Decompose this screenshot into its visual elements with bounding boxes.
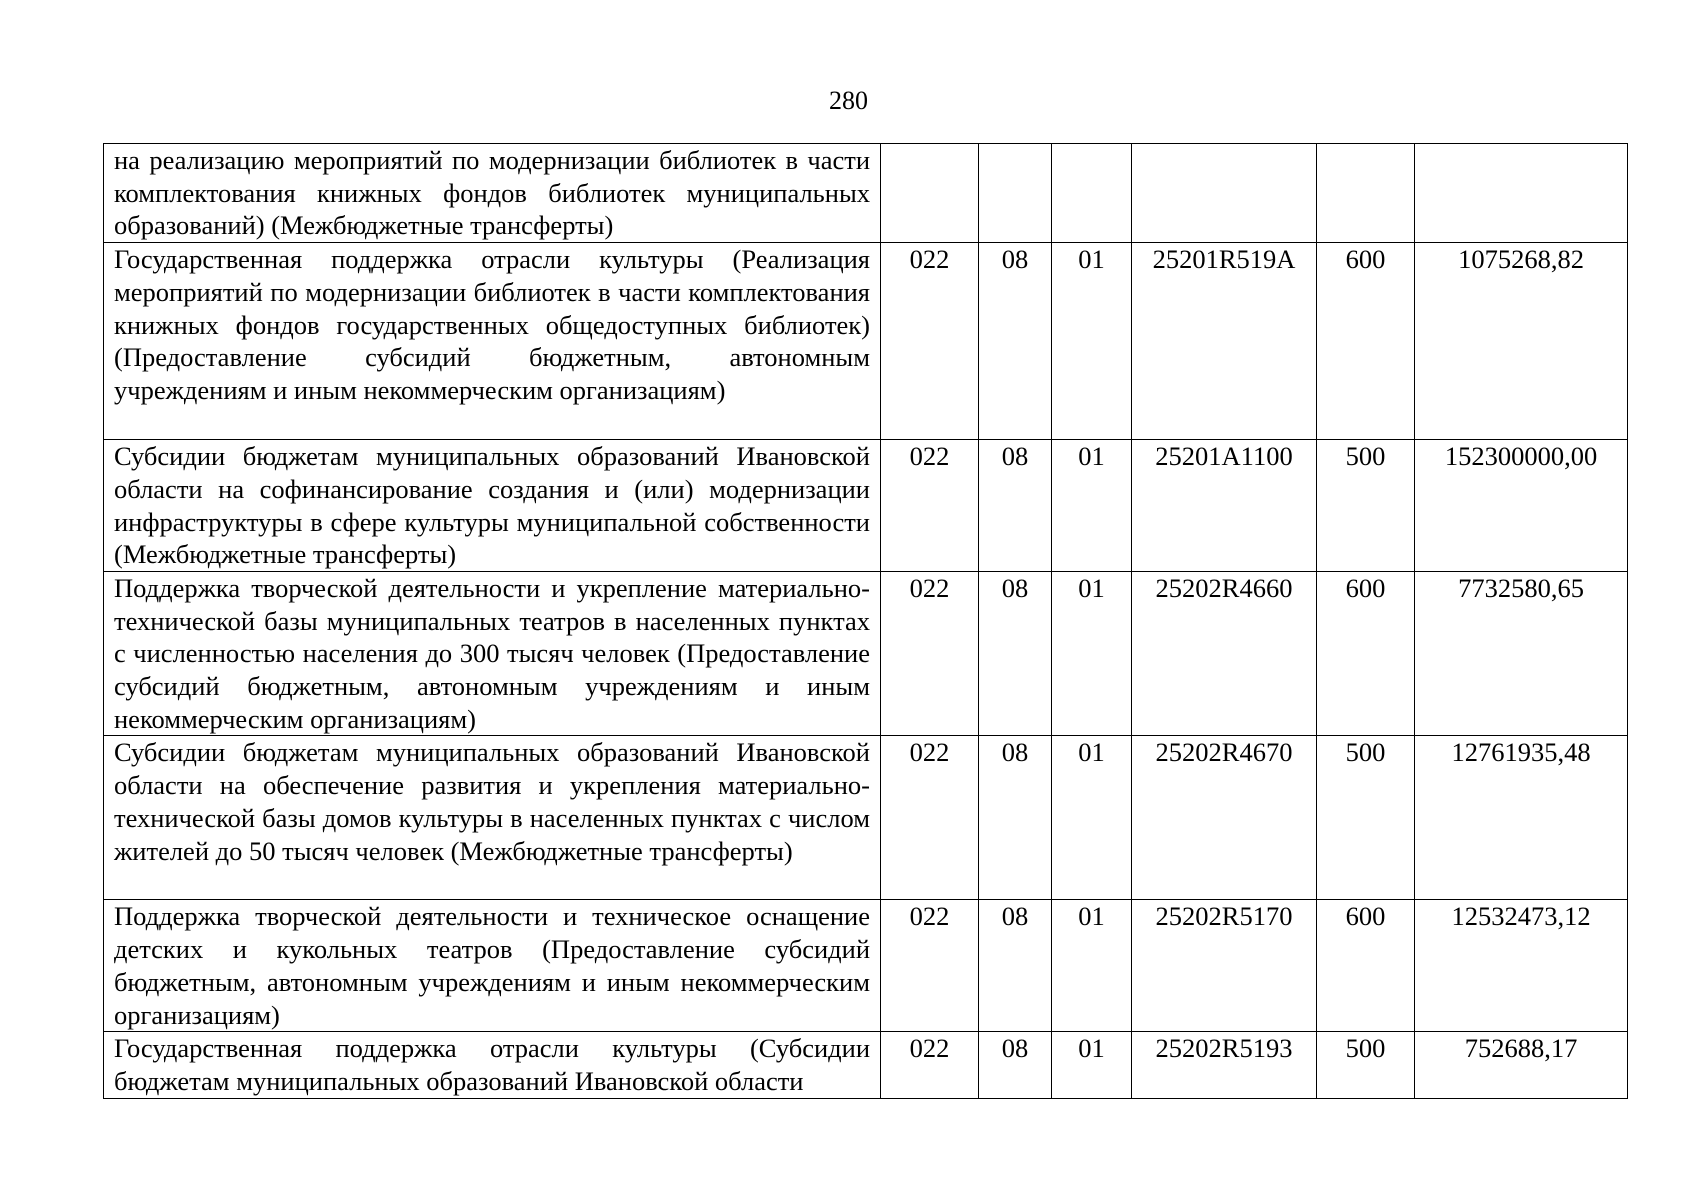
table-row [104,1032,1628,1098]
row-description: Субсидии бюджетам муниципальных образований Ивановской области на софинансирование создания и (или) модернизации инфраструктуры в сфере культуры муниципальной собственности (Межбюджетные трансферты) [104,440,881,572]
table-row [104,736,1628,900]
table-row [104,900,1628,1032]
section-code [979,144,1052,243]
ministry-code: 022 [881,1032,979,1098]
section-code: 08 [979,571,1052,736]
section-code: 08 [979,243,1052,440]
row-description: Государственная поддержка отрасли культуры (Реализация мероприятий по модернизации библиотек в части комплектования книжных фондов государственных общедоступных библиотек) (Предоставление субсидий бюджетным, автономным учреждениям и иным некоммерческим организациям) [104,243,881,440]
amount: 1075268,82 [1415,243,1628,440]
budget-table [103,143,1628,1099]
section-code: 08 [979,736,1052,900]
ministry-code: 022 [881,440,979,572]
amount: 7732580,65 [1415,571,1628,736]
expense-type-code: 500 [1317,440,1415,572]
target-article-code [1132,144,1317,243]
amount: 752688,17 [1415,1032,1628,1098]
subsection-code: 01 [1052,736,1132,900]
expense-type-code: 600 [1317,571,1415,736]
amount: 12761935,48 [1415,736,1628,900]
amount: 152300000,00 [1415,440,1628,572]
section-code: 08 [979,440,1052,572]
amount: 12532473,12 [1415,900,1628,1032]
table-row [104,243,1628,440]
target-article-code: 25202R5170 [1132,900,1317,1032]
target-article-code: 25202R4670 [1132,736,1317,900]
row-description: Поддержка творческой деятельности и техническое оснащение детских и кукольных театров (Предоставление субсидий бюджетным, автономным учреждениям и иным некоммерческим организациям) [104,900,881,1032]
section-code: 08 [979,900,1052,1032]
table-row [104,440,1628,572]
target-article-code: 25202R5193 [1132,1032,1317,1098]
section-code: 08 [979,1032,1052,1098]
row-description: Поддержка творческой деятельности и укрепление материально-технической базы муниципальных театров в населенных пунктах с численностью населения до 300 тысяч человек (Предоставление субсидий бюджетным, автономным учреждениям и иным некоммерческим организациям) [104,571,881,736]
subsection-code: 01 [1052,571,1132,736]
target-article-code: 25202R4660 [1132,571,1317,736]
table-row [104,571,1628,736]
subsection-code: 01 [1052,900,1132,1032]
subsection-code: 01 [1052,440,1132,572]
expense-type-code: 500 [1317,736,1415,900]
ministry-code: 022 [881,571,979,736]
ministry-code: 022 [881,900,979,1032]
row-description: Государственная поддержка отрасли культуры (Субсидии бюджетам муниципальных образований Ивановской области [104,1032,881,1098]
row-description: на реализацию мероприятий по модернизации библиотек в части комплектования книжных фондов библиотек муниципальных образований) (Межбюджетные трансферты) [104,144,881,243]
expense-type-code: 600 [1317,900,1415,1032]
target-article-code: 25201A1100 [1132,440,1317,572]
subsection-code [1052,144,1132,243]
page-number: 280 [829,86,868,115]
table-row [104,144,1628,243]
expense-type-code [1317,144,1415,243]
amount [1415,144,1628,243]
expense-type-code: 500 [1317,1032,1415,1098]
subsection-code: 01 [1052,243,1132,440]
ministry-code: 022 [881,736,979,900]
expense-type-code: 600 [1317,243,1415,440]
subsection-code: 01 [1052,1032,1132,1098]
target-article-code: 25201R519A [1132,243,1317,440]
row-description: Субсидии бюджетам муниципальных образований Ивановской области на обеспечение развития и укрепления материально-технической базы домов культуры в населенных пунктах с числом жителей до 50 тысяч человек (Межбюджетные трансферты) [104,736,881,900]
ministry-code: 022 [881,243,979,440]
ministry-code [881,144,979,243]
